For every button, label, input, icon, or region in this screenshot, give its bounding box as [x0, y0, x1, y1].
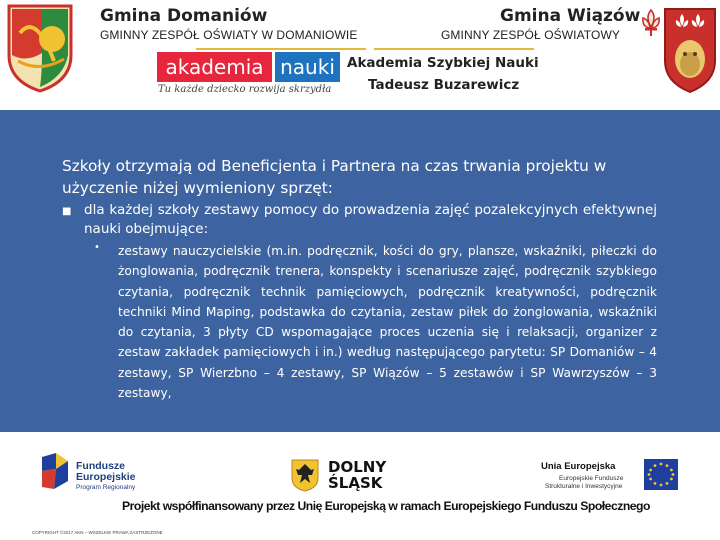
- fleur-de-lis-emblem: [640, 8, 662, 38]
- fundusze-europejskie-star-icon: [40, 451, 70, 491]
- header-divider-left: [196, 48, 366, 50]
- header-divider-right: [374, 48, 534, 50]
- logo-tagline: Tu każde dziecko rozwija skrzydła: [158, 84, 332, 95]
- square-bullet-icon: ■: [62, 206, 72, 217]
- fe-logo-line2: Europejskie: [76, 471, 136, 483]
- right-gmina-subtitle: GMINNY ZESPÓŁ OŚWIATOWY: [441, 28, 620, 42]
- right-gmina-title: Gmina Wiązów: [500, 6, 641, 26]
- left-gmina-subtitle: GMINNY ZESPÓŁ OŚWIATY W DOMANIOWIE: [100, 28, 358, 42]
- ue-logo-line2: Europejskie Fundusze: [559, 475, 624, 482]
- cofinancing-statement: Projekt współfinansowany przez Unię Europejską w ramach Europejskiego Funduszu Społecznego: [122, 499, 650, 513]
- ds-logo-line2: ŚLĄSK: [328, 474, 383, 492]
- fe-logo-line1: Fundusze: [76, 460, 125, 472]
- bullet-level1-text: dla każdej szkoły zestawy pomocy do prowadzenia zajęć pozalekcyjnych efektywnej nauki obejmujące:: [84, 202, 657, 237]
- academy-name-line2: Tadeusz Buzarewicz: [368, 77, 520, 93]
- fe-logo-line3: Program Regionalny: [76, 484, 136, 491]
- wiazow-coat-of-arms: [662, 6, 718, 94]
- eu-flag-icon: [644, 459, 678, 490]
- domaniow-coat-of-arms: [6, 3, 74, 93]
- ue-logo-line1: Unia Europejska: [541, 461, 616, 472]
- ue-logo-line3: Strukturalne i Inwestycyjne: [545, 483, 623, 490]
- copyright-notice: COPYRIGHT ©2017 AKN – WSZELKIE PRAWA ZASTRZEŻONE: [32, 530, 163, 535]
- round-bullet-icon: •: [94, 242, 100, 253]
- academy-name-line1: Akademia Szybkiej Nauki: [347, 55, 539, 71]
- ds-logo-line1: DOLNY: [328, 458, 387, 476]
- logo-word-nauki: nauki: [275, 52, 340, 82]
- left-gmina-title: Gmina Domaniów: [100, 6, 268, 26]
- panel-heading: Szkoły otrzymają od Beneficjenta i Partnera na czas trwania projektu w użyczenie niżej wymieniony sprzęt:: [62, 157, 607, 197]
- logo-word-akademia: akademia: [157, 52, 272, 82]
- dolny-slask-eagle-icon: [290, 458, 320, 492]
- bullet-level2-text: zestawy nauczycielskie (m.in. podręcznik, kości do gry, plansze, wskaźniki, piłeczki do żonglowania, podręcznik trenera, konspekty i scenariusze zajęć, podręcznik szybkiego czytania, podręcznik technik pamięciowych, podręcznik kreatywności, podręcznik techniki Mind Maping, podstawka do czytania, zestaw piłek do żonglowania, wskaźniki do czytania, 3 płyty CD wspomagające proces uczenia się i relaksacji, organizer z zestaw zakładek pamięciowych i in.) według następującego parytetu: SP Domaniów – 4 zestawy, SP Wierzbno – 4 zestawy, SP Wiązów – 5 zestawów i SP Wawrzyszów – 3 zestawy,: [118, 244, 657, 401]
